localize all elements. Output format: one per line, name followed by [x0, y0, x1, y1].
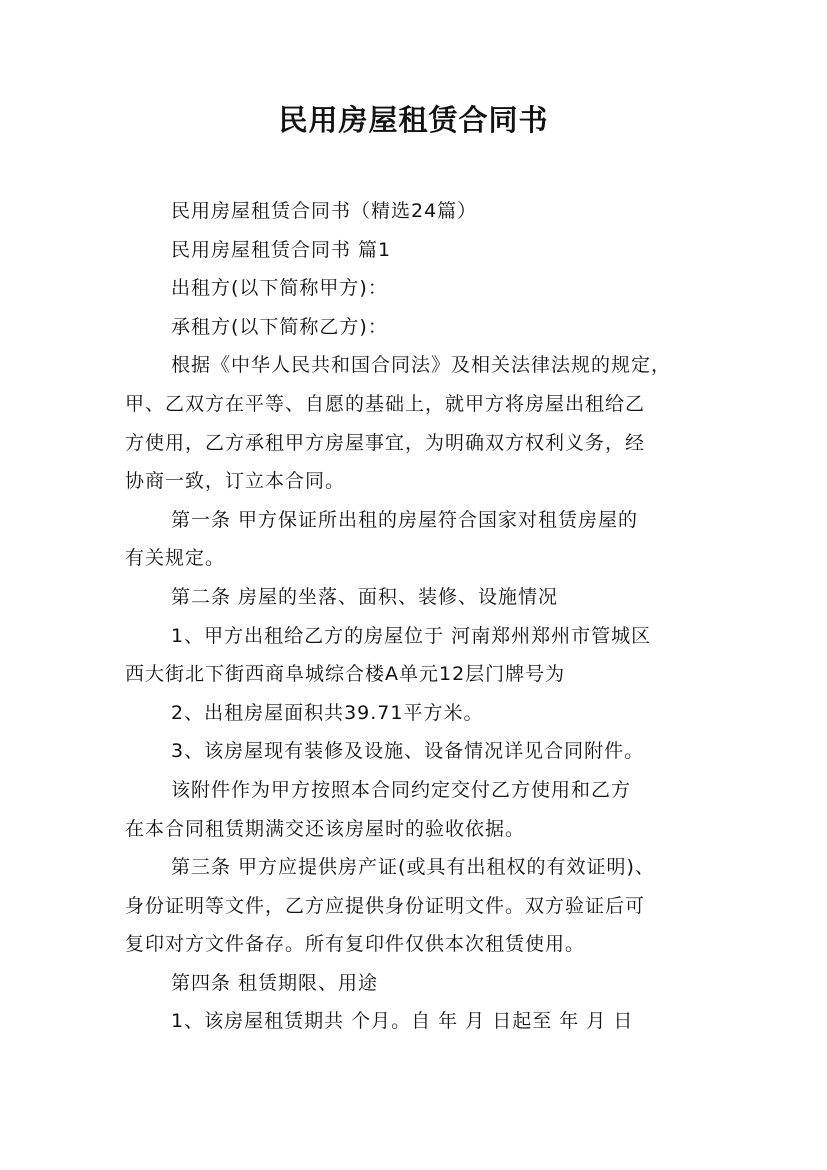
paragraph-line: 身份证明等文件，乙方应提供身份证明文件。双方验证后可: [125, 894, 646, 917]
paragraph-line: 第二条 房屋的坐落、面积、装修、设施情况: [171, 585, 559, 608]
paragraph-line: 西大街北下街西商阜城综合楼A单元12层门牌号为: [125, 663, 566, 686]
paragraph-line: 承租方(以下简称乙方)：: [171, 315, 388, 338]
paragraph-line: 1、该房屋租赁期共 个月。自 年 月 日起至 年 月 日: [171, 1010, 634, 1033]
paragraph-line: 2、出租房屋面积共39.71平方米。: [171, 701, 484, 724]
paragraph-line: 方使用，乙方承租甲方房屋事宜，为明确双方权利义务，经: [125, 431, 646, 454]
paragraph-line: 3、该房屋现有装修及设施、设备情况详见合同附件。: [171, 740, 645, 763]
paragraph-line: 出租方(以下简称甲方)：: [171, 277, 388, 300]
paragraph-line: 在本合同租赁期满交还该房屋时的验收依据。: [125, 817, 526, 840]
document-body: [125, 192, 710, 1041]
paragraph-line: 第三条 甲方应提供房产证(或具有出租权的有效证明)、: [171, 856, 655, 879]
paragraph-line: 第四条 租赁期限、用途: [171, 971, 379, 994]
paragraph-line: 1、甲方出租给乙方的房屋位于 河南郑州郑州市管城区: [171, 624, 652, 647]
paragraph-line: 协商一致，订立本合同。: [125, 470, 346, 493]
document-title: 民用房屋租赁合同书: [278, 103, 549, 137]
paragraph-line: 该附件作为甲方按照本合同约定交付乙方使用和乙方: [171, 778, 632, 801]
paragraph-line: 有关规定。: [125, 547, 226, 570]
paragraph-line: 根据《中华人民共和国合同法》及相关法律法规的规定，: [171, 354, 672, 377]
paragraph-line: 第一条 甲方保证所出租的房屋符合国家对租赁房屋的: [171, 508, 639, 531]
paragraph-line: 甲、乙双方在平等、自愿的基础上，就甲方将房屋出租给乙: [125, 392, 646, 415]
paragraph-line: 民用房屋租赁合同书 篇1: [171, 238, 392, 261]
paragraph-line: 复印对方文件备存。所有复印件仅供本次租赁使用。: [125, 933, 586, 956]
paragraph-line: 民用房屋租赁合同书（精选24篇）: [171, 200, 478, 222]
